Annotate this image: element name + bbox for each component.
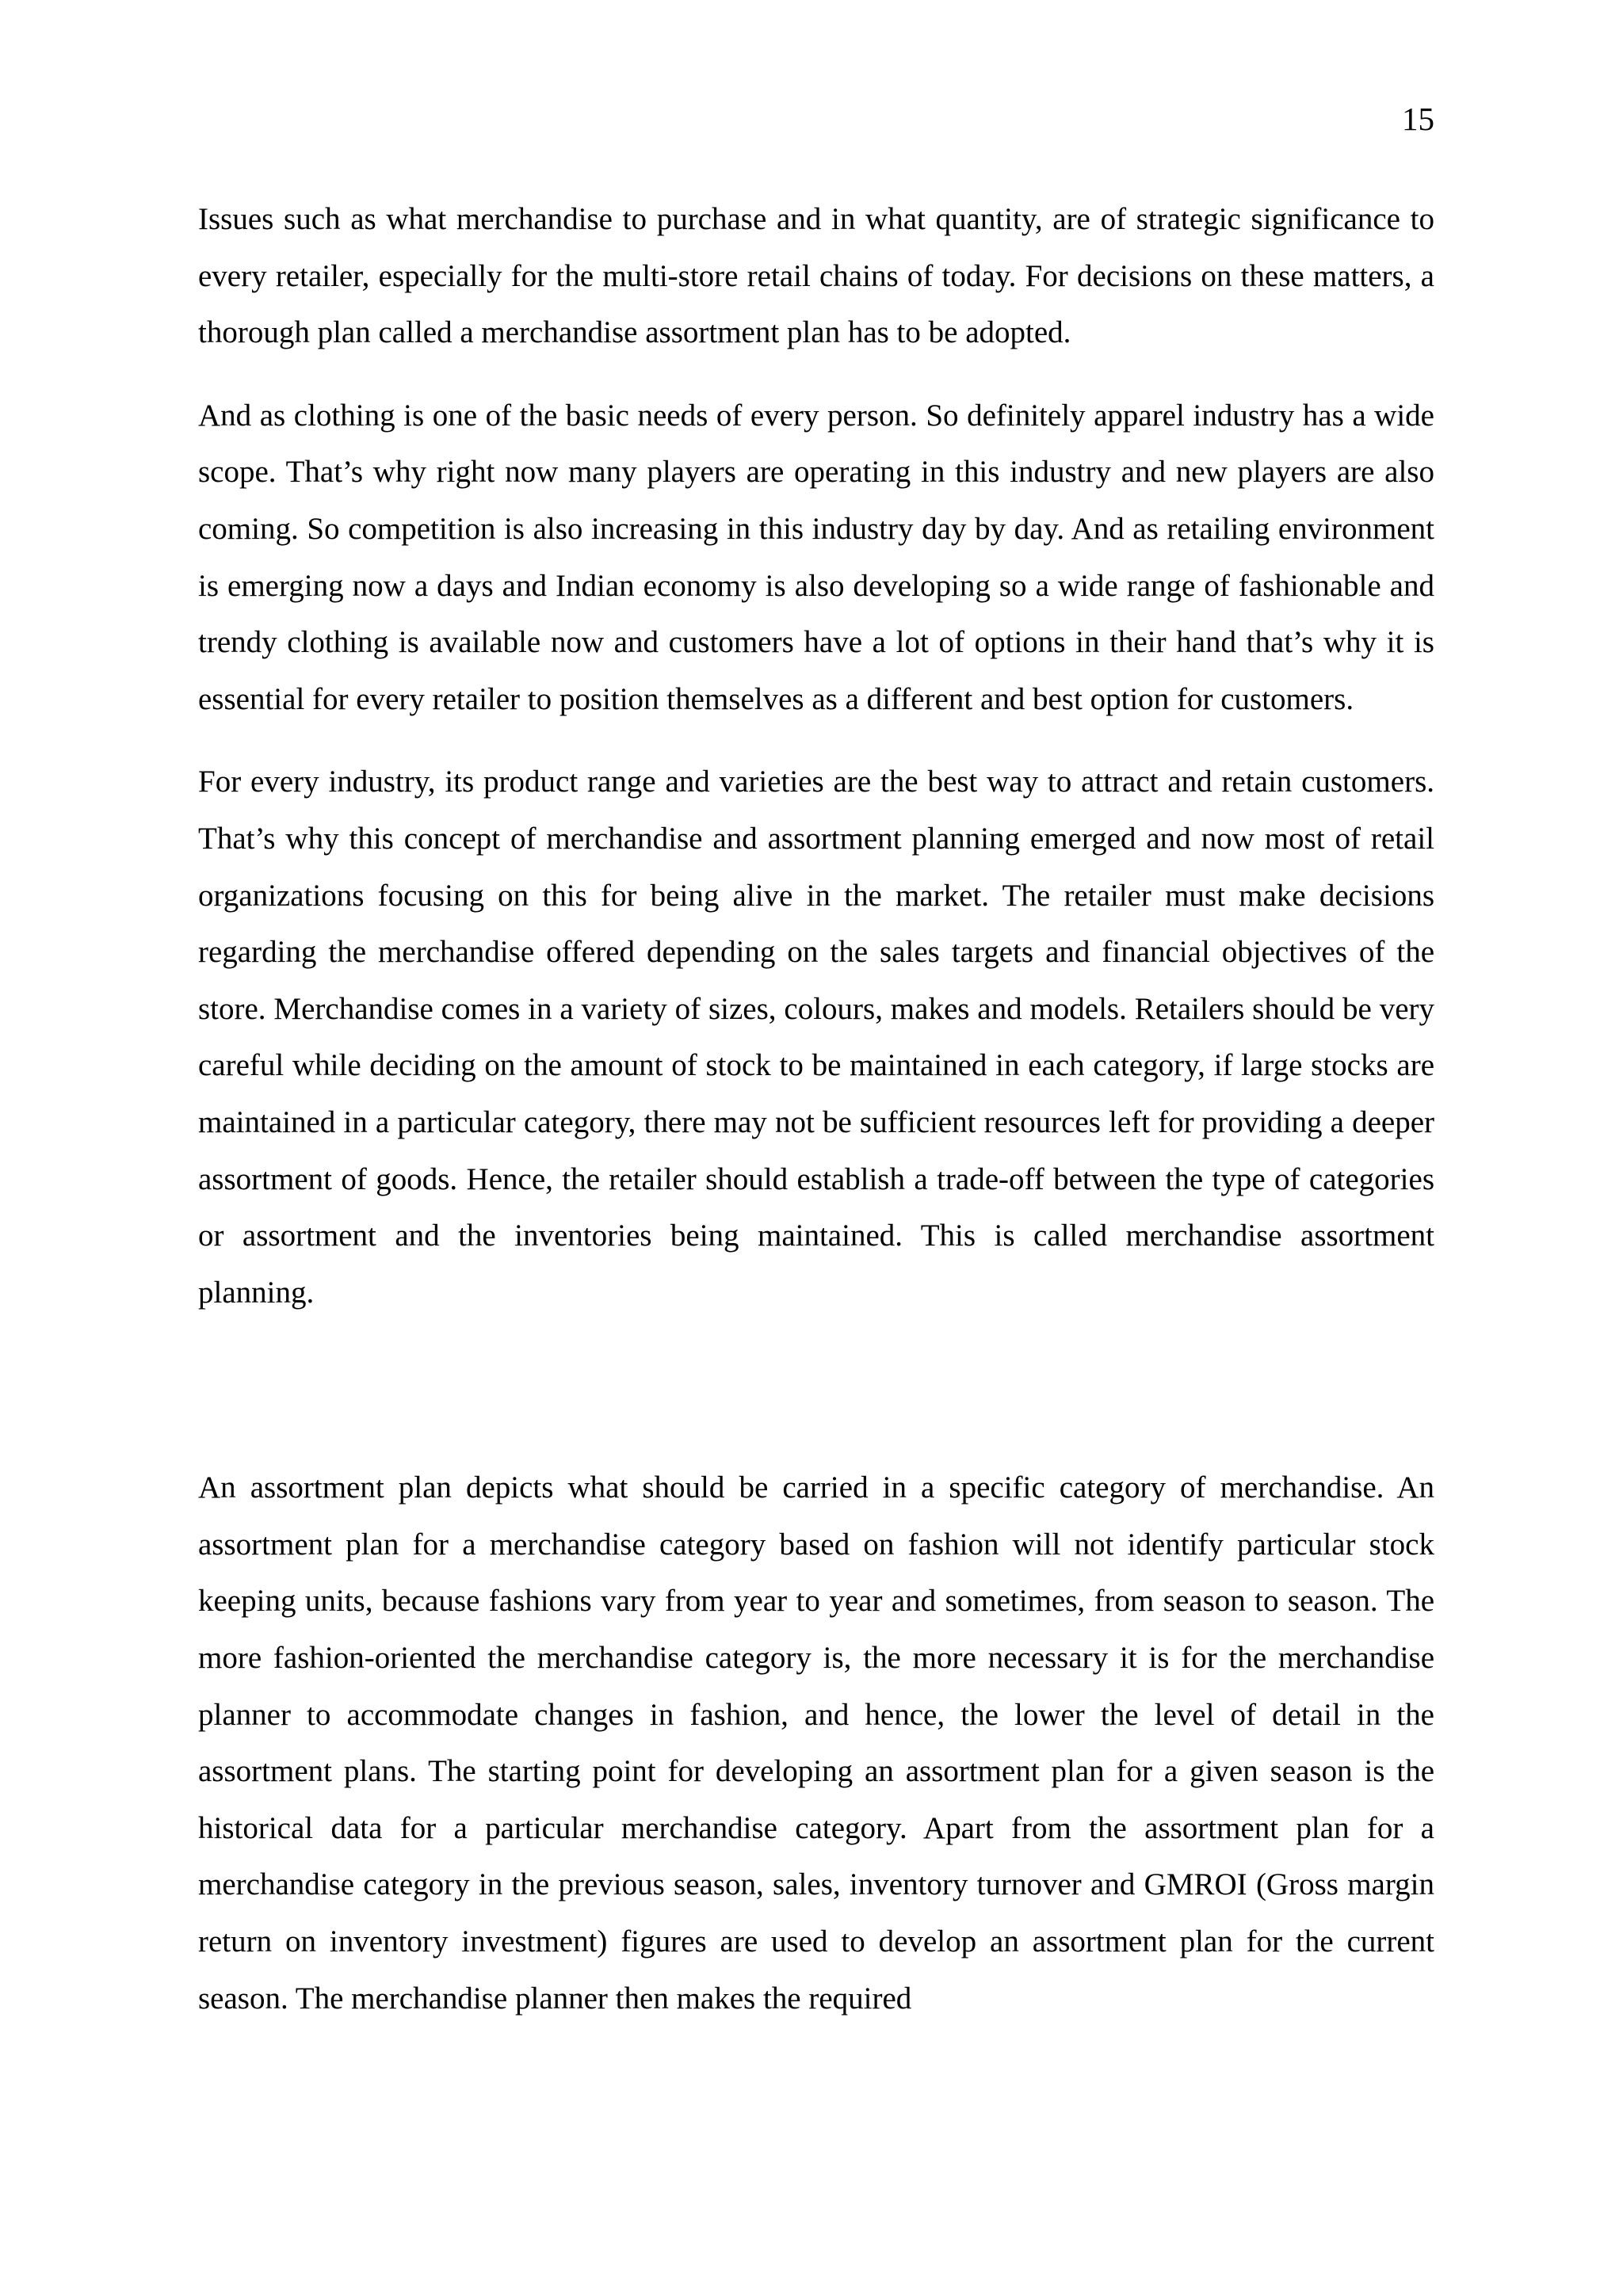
paragraph-apparel-industry: And as clothing is one of the basic needs of every person. So definitely apparel industry has a wide scope. That’s why right now many players are operating in this industry and new players are also coming. So competition is also increasing in this industry day by day. And as retailing environment is emerging now a days and Indian economy is also developing so a wide range of fashionable and trendy clothing is available now and customers have a lot of options in their hand that’s why it is essential for every retailer to position themselves as a different and best option for customers. bbox=[198, 398, 1434, 716]
paragraph-assortment-plan: An assortment plan depicts what should be carried in a specific category of merchandise. An assortment plan for a merchandise category based on fashion will not identify particular stock keeping units, because fashions vary from year to year and sometimes, from season to season. The more fashion-oriented the merchandise category is, the more necessary it is for the merchandise planner to accommodate changes in fashion, and hence, the lower the level of detail in the assortment plans. The starting point for developing an assortment plan for a given season is the historical data for a particular merchandise category. Apart from the assortment plan for a merchandise category in the previous season, sales, inventory turnover and GMROI (Gross margin return on inventory investment) figures are used to develop an assortment plan for the current season. The merchandise planner then makes the required bbox=[198, 1470, 1434, 2016]
paragraph-merchandise-issues: Issues such as what merchandise to purchase and in what quantity, are of strategic significance to every retailer, especially for the multi-store retail chains of today. For decisions on these matters, a thorough plan called a merchandise assortment plan has to be adopted. bbox=[198, 202, 1434, 350]
paragraph-product-range: For every industry, its product range and varieties are the best way to attract and retain customers. That’s why this concept of merchandise and assortment planning emerged and now most of retail organizations focusing on this for being alive in the market. The retailer must make decisions regarding the merchandise offered depending on the sales targets and financial objectives of the store. Merchandise comes in a variety of sizes, colours, makes and models. Retailers should be very careful while deciding on the amount of stock to be maintained in each category, if large stocks are maintained in a particular category, there may not be sufficient resources left for providing a deeper assortment of goods. Hence, the retailer should establish a trade-off between the type of categories or assortment and the inventories being maintained. This is called merchandise assortment planning. bbox=[198, 765, 1434, 1310]
page-number: 15 bbox=[1402, 101, 1434, 137]
body-text bbox=[198, 191, 1434, 2027]
